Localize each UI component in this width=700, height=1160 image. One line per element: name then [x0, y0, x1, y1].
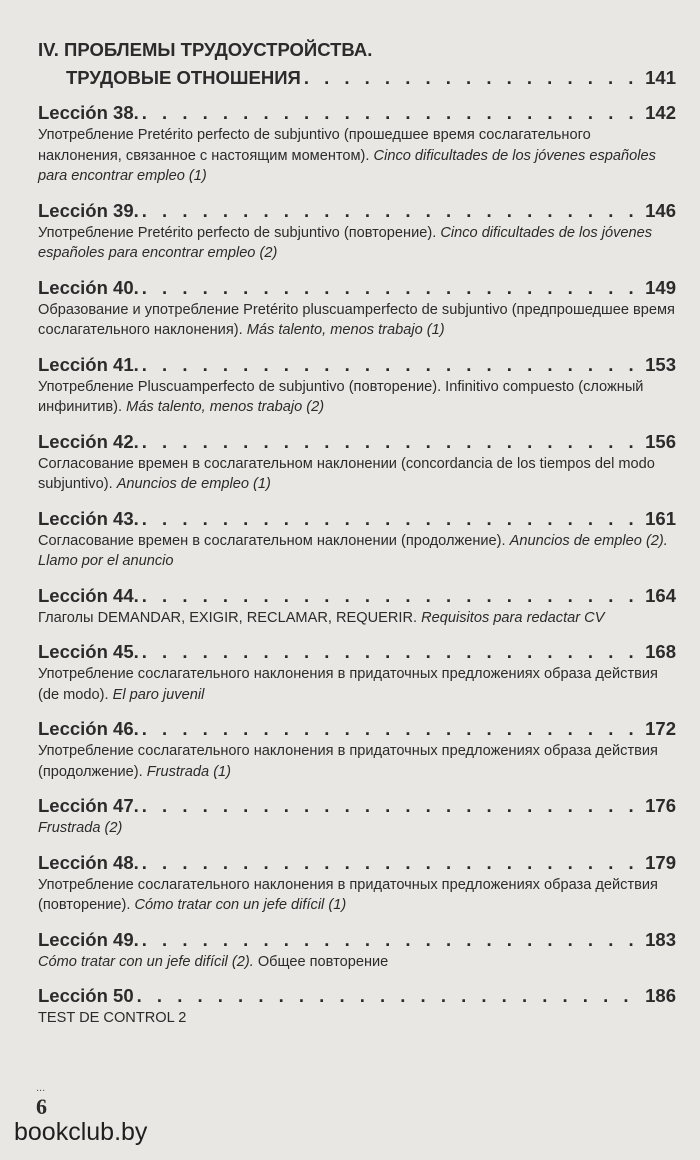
lesson-title: Lección 40.: [38, 276, 139, 298]
lesson-topic: Образование и употребление Pretérito pluscuamperfecto de subjuntivo (предпрошедшее время сослагательного наклонения).: [38, 301, 675, 338]
watermark: bookclub.by: [14, 1118, 148, 1146]
lesson-title: Lección 44.: [38, 584, 139, 606]
lesson-page-number: 153: [645, 353, 676, 375]
lesson-reading-title: Anuncios de empleo (1): [116, 476, 271, 492]
lesson-title: Lección 49.: [38, 928, 139, 950]
lesson-reading-title: Cinco dificultades de los jóvenes españoles para encontrar empleo (2): [38, 224, 653, 261]
lesson-description: [38, 454, 676, 495]
leader-dots: [142, 198, 642, 223]
leader-dots: [137, 983, 642, 1008]
lesson-page-number: 183: [645, 928, 676, 950]
lesson-description: [38, 664, 676, 705]
list-item: [38, 850, 676, 916]
part-title-row: [38, 64, 676, 92]
leader-dots: [304, 64, 642, 92]
lesson-reading-title: El paro juvenil: [112, 686, 205, 703]
lesson-heading: [38, 352, 676, 377]
lesson-heading: [38, 793, 676, 818]
list-item: [38, 352, 676, 418]
part-title-line1: IV. ПРОБЛЕМЫ ТРУДОУСТРОЙСТВА.: [38, 39, 373, 60]
lesson-title: Lección 42.: [38, 430, 139, 452]
list-item: [38, 429, 676, 495]
footer-dots: ...: [36, 1082, 46, 1094]
leader-dots: [142, 275, 642, 300]
leader-dots: [142, 506, 642, 531]
lesson-description: [38, 223, 676, 264]
lesson-page-number: 168: [645, 641, 676, 662]
lesson-heading: [38, 927, 676, 952]
leader-dots: [142, 793, 642, 818]
lesson-heading: [38, 639, 676, 664]
lesson-page-number: 156: [645, 430, 676, 452]
part-title-line2: ТРУДОВЫЕ ОТНОШЕНИЯ: [66, 67, 301, 88]
leader-dots: [142, 429, 642, 454]
leader-dots: [142, 716, 642, 741]
lesson-heading: [38, 850, 676, 875]
lesson-heading: [38, 429, 676, 454]
lesson-description: [38, 531, 676, 572]
lesson-description: [38, 741, 676, 782]
lesson-topic: Употребление Pretérito perfecto de subjuntivo (повторение).: [38, 224, 437, 241]
lesson-title: Lección 46.: [38, 718, 139, 739]
leader-dots: [142, 583, 642, 608]
lesson-title: Lección 45.: [38, 641, 139, 662]
lesson-heading: [38, 100, 676, 125]
list-item: [38, 275, 676, 341]
list-item: [38, 716, 676, 782]
lesson-page-number: 172: [645, 718, 676, 739]
list-item: [38, 983, 676, 1029]
lesson-page-number: 146: [645, 199, 676, 221]
lesson-heading: [38, 506, 676, 531]
lesson-title: Lección 50: [38, 985, 134, 1006]
leader-dots: [142, 100, 642, 125]
lesson-description: [38, 818, 676, 839]
list-item: [38, 506, 676, 572]
lesson-topic: Согласование времен в сослагательном наклонении (продолжение).: [38, 532, 506, 549]
lesson-list: [38, 100, 676, 1029]
lesson-reading-title: Cómo tratar con un jefe difícil (2).: [38, 953, 254, 970]
leader-dots: [142, 927, 642, 952]
lesson-title: Lección 43.: [38, 507, 139, 529]
lesson-description: [38, 377, 676, 418]
lesson-title: Lección 38.: [38, 102, 139, 123]
lesson-description: [38, 1008, 676, 1029]
lesson-description: [38, 125, 676, 187]
lesson-topic: Глаголы DEMANDAR, EXIGIR, RECLAMAR, REQUERIR.: [38, 609, 418, 626]
lesson-page-number: 161: [645, 507, 676, 529]
lesson-page-number: 179: [645, 851, 676, 873]
lesson-topic: Общее повторение: [257, 953, 389, 970]
lesson-page-number: 149: [645, 276, 676, 298]
lesson-reading-title: Más talento, menos trabajo (2): [126, 399, 325, 415]
lesson-description: [38, 952, 676, 973]
lesson-title: Lección 41.: [38, 353, 139, 375]
list-item: [38, 198, 676, 264]
lesson-description: [38, 875, 676, 916]
leader-dots: [142, 352, 642, 377]
lesson-topic: Употребление сослагательного наклонения в придаточных предложениях образа действия (продолжение).: [38, 743, 658, 780]
lesson-reading-title: Cómo tratar con un jefe difícil (1): [134, 897, 347, 913]
lesson-heading: [38, 716, 676, 741]
lesson-topic: Употребление Pluscuamperfecto de subjuntivo (повторение). Infinitivo compuesto (сложный инфинитив).: [38, 378, 644, 415]
page-number: 6: [36, 1094, 47, 1119]
lesson-reading-title: Más talento, menos trabajo (1): [246, 322, 445, 338]
lesson-reading-title: Frustrada (2): [38, 820, 123, 836]
part-page-number: 141: [645, 67, 676, 88]
lesson-description: [38, 300, 676, 341]
list-item: [38, 583, 676, 629]
lesson-title: Lección 47.: [38, 795, 139, 816]
lesson-description: [38, 608, 676, 629]
leader-dots: [142, 639, 642, 664]
table-of-contents: [38, 36, 676, 1040]
lesson-topic: Употребление сослагательного наклонения в придаточных предложениях образа действия (повторение).: [38, 876, 658, 913]
list-item: [38, 927, 676, 973]
lesson-topic: TEST DE CONTROL 2: [38, 1010, 187, 1026]
part-heading: [38, 36, 676, 92]
list-item: [38, 639, 676, 705]
lesson-reading-title: Cinco dificultades de los jóvenes españoles para encontrar empleo (1): [38, 147, 656, 184]
list-item: [38, 100, 676, 187]
lesson-title: Lección 48.: [38, 851, 139, 873]
lesson-page-number: 176: [645, 795, 676, 816]
leader-dots: [142, 850, 642, 875]
lesson-heading: [38, 198, 676, 223]
lesson-page-number: 186: [645, 985, 676, 1006]
lesson-reading-title: Requisitos para redactar CV: [421, 609, 605, 626]
lesson-reading-title: Anuncios de empleo (2). Llamo por el anuncio: [38, 532, 668, 569]
lesson-reading-title: Frustrada (1): [146, 763, 232, 780]
lesson-heading: [38, 275, 676, 300]
lesson-heading: [38, 983, 676, 1008]
lesson-topic: Согласование времен в сослагательном наклонении (concordancia de los tiempos del modo subjuntivo).: [38, 455, 655, 492]
lesson-heading: [38, 583, 676, 608]
list-item: [38, 793, 676, 839]
lesson-page-number: 142: [645, 102, 676, 123]
lesson-topic: Употребление Pretérito perfecto de subjuntivo (прошедшее время сослагательного наклонения, связанное с настоящим моментом).: [38, 127, 591, 164]
lesson-title: Lección 39.: [38, 199, 139, 221]
lesson-topic: Употребление сослагательного наклонения в придаточных предложениях образа действия (de modo).: [38, 666, 658, 703]
lesson-page-number: 164: [645, 584, 676, 606]
